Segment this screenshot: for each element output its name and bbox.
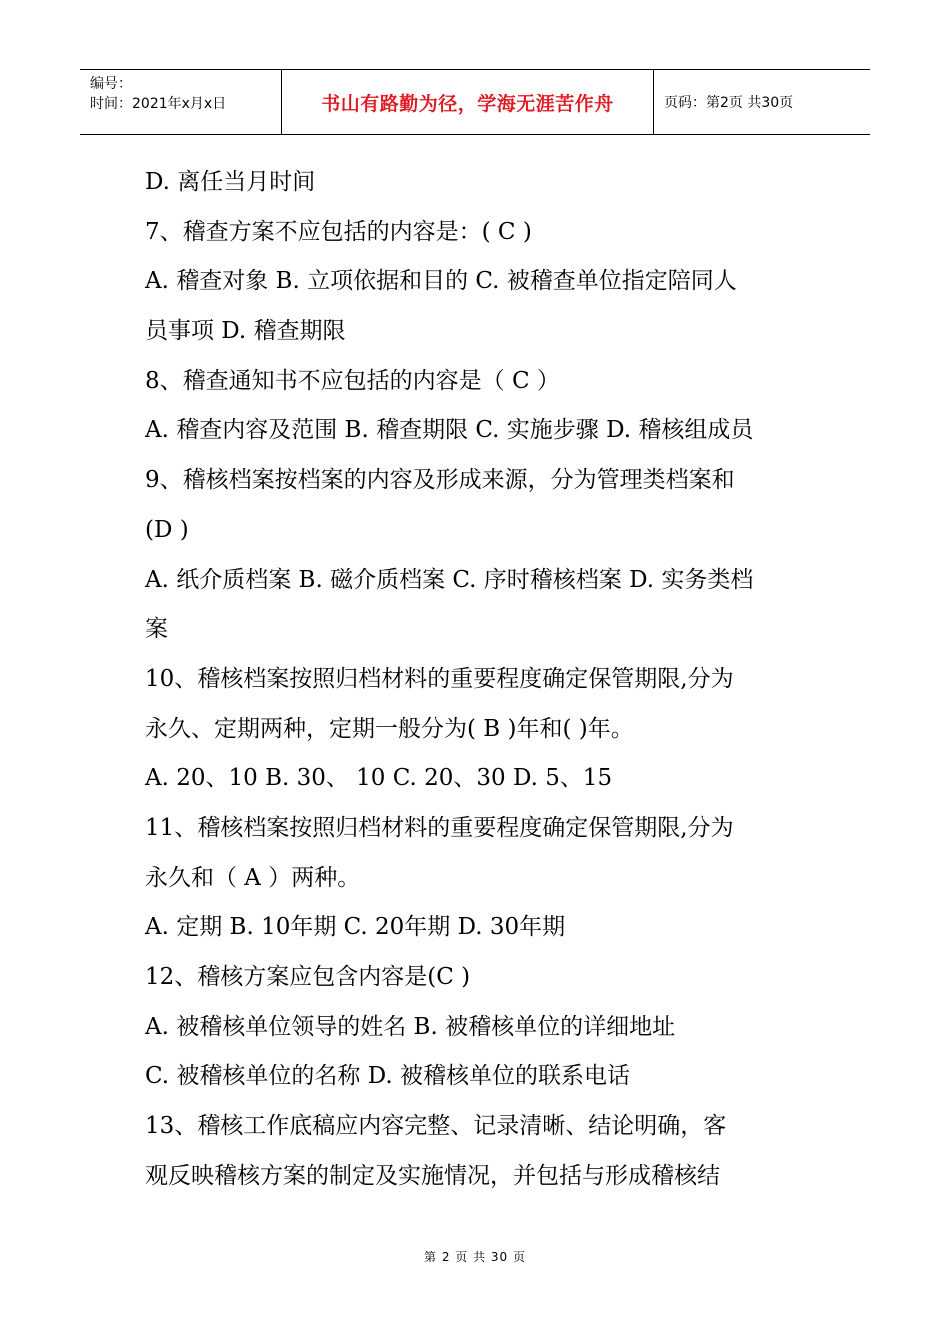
document-body: [145, 158, 815, 1201]
text-line: A. 稽查对象 B. 立项依据和目的 C. 被稽查单位指定陪同人: [145, 268, 737, 295]
text-line: 员事项 D. 稽查期限: [145, 318, 346, 345]
text-line: 永久和（ A ）两种。: [145, 864, 361, 891]
page-footer: 第 2 页 共 30 页: [424, 1250, 526, 1264]
text-line: 7、稽查方案不应包括的内容是：( C ): [145, 218, 532, 245]
text-line: D. 离任当月时间: [145, 169, 316, 195]
text-line: A. 稽查内容及范围 B. 稽查期限 C. 实施步骤 D. 稽核组成员: [145, 417, 754, 444]
text-line: 8、稽查通知书不应包括的内容是（ C ）: [145, 367, 560, 394]
page-header: [80, 69, 870, 135]
text-line: 11、稽核档案按照归档材料的重要程度确定保管期限,分为: [145, 814, 734, 841]
text-line: 9、稽核档案按档案的内容及形成来源，分为管理类档案和: [145, 467, 735, 494]
text-line: 观反映稽核方案的制定及实施情况，并包括与形成稽核结: [145, 1162, 720, 1189]
text-line: 永久、定期两种，定期一般分为( B )年和( )年。: [145, 715, 634, 742]
text-line: 13、稽核工作底稿应内容完整、记录清晰、结论明确，客: [145, 1113, 727, 1140]
text-line: A. 20、10 B. 30、 10 C. 20、30 D. 5、15: [145, 765, 613, 792]
header-motto: 书山有路勤为径，学海无涯苦作舟: [282, 70, 654, 134]
header-meta: [80, 70, 282, 134]
text-line: 10、稽核档案按照归档材料的重要程度确定保管期限,分为: [145, 665, 734, 692]
text-line: 12、稽核方案应包含内容是(C ): [145, 964, 471, 990]
text-line: (D ): [145, 516, 189, 543]
text-line: A. 纸介质档案 B. 磁介质档案 C. 序时稽核档案 D. 实务类档: [145, 566, 754, 593]
document-date-label: 时间：2021年x月x日: [90, 96, 227, 112]
text-line: A. 定期 B. 10年期 C. 20年期 D. 30年期: [145, 914, 566, 941]
header-page-info: 页码：第2页 共30页: [664, 95, 794, 111]
text-line: C. 被稽核单位的名称 D. 被稽核单位的联系电话: [145, 1063, 630, 1090]
text-line: 案: [145, 616, 168, 643]
document-number-label: 编号：: [90, 76, 132, 92]
text-line: A. 被稽核单位领导的姓名 B. 被稽核单位的详细地址: [145, 1013, 676, 1040]
